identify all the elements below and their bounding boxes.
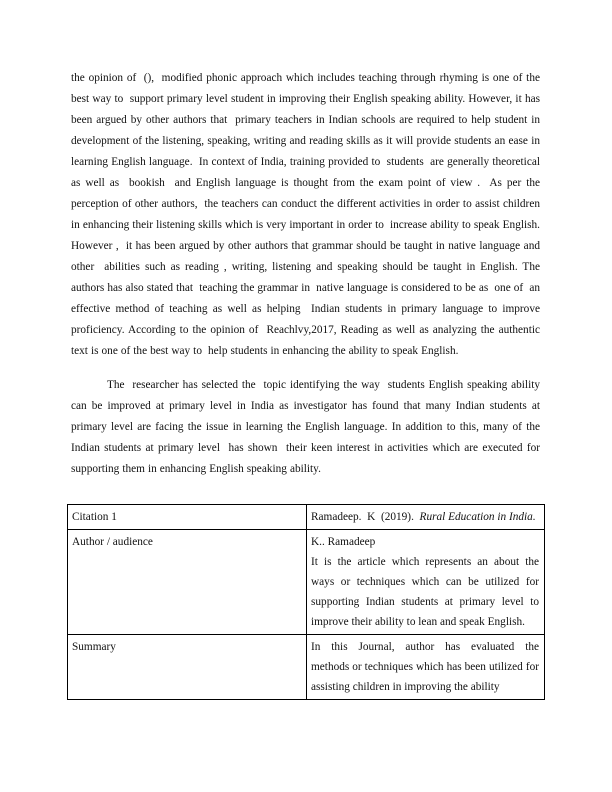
citation-text: Ramadeep. K (2019). bbox=[311, 511, 420, 523]
citation-table bbox=[67, 504, 548, 700]
body-text bbox=[71, 68, 547, 480]
table-cell-value bbox=[307, 505, 545, 530]
citation-title: Rural Education in India. bbox=[419, 511, 536, 523]
row-label: Summary bbox=[72, 641, 116, 653]
row-label: Citation 1 bbox=[72, 511, 117, 523]
table-row bbox=[68, 635, 545, 700]
paragraph: the opinion of (), modified phonic approach which includes teaching through rhyming is one of the best way to support primary level student in improving their English speaking ability. However, it has been argued by other authors that primary teachers in Indian schools are required to help student in development of the listening, speaking, writing and reading skills as it will provide students an ease in learning English language. In context of India, training provided to students are generally theoretical as well as bookish and English language is thought from the exam point of view . As per the perception of other authors, the teachers can conduct the different activities in order to assist children in enhancing their listening skills which is very important in order to increase ability to speak English. However , it has been argued by other authors that grammar should be taught in native language and other abilities such as reading , writing, listening and speaking should be taught in English. The authors has also stated that teaching the grammar in native language is considered to be as one of an effective method of teaching as well as helping Indian students in primary language to improve proficiency. According to the opinion of Reachlvy,2017, Reading as well as analyzing the authentic text is one of the best way to help students in enhancing the ability to speak English. bbox=[71, 72, 547, 357]
audience-description: It is the article which represents an about the ways or techniques which can be utilized for supporting Indian students at primary level to improve their ability to lean and speak English. bbox=[311, 556, 542, 628]
table-cell-value bbox=[307, 635, 548, 700]
paragraph: The researcher has selected the topic identifying the way students English speaking ability can be improved at primary level in India as investigator has found that many Indian students at primary level are facing the issue in learning the English language. In addition to this, many of the Indian students at primary level has shown their keen interest in activities which are executed for supporting them in enhancing English speaking ability. bbox=[71, 379, 544, 475]
table-cell-label bbox=[68, 530, 307, 635]
row-label: Author / audience bbox=[72, 536, 153, 548]
author-name: K.. Ramadeep bbox=[311, 536, 376, 548]
table-row bbox=[68, 505, 545, 530]
table-cell-label bbox=[68, 505, 307, 530]
summary-text: In this Journal, author has evaluated the methods or techniques which has been utilized for assisting children in improving the ability bbox=[311, 641, 548, 693]
table-cell-value bbox=[307, 530, 545, 635]
table-cell-label bbox=[68, 635, 307, 700]
table-row bbox=[68, 530, 545, 635]
